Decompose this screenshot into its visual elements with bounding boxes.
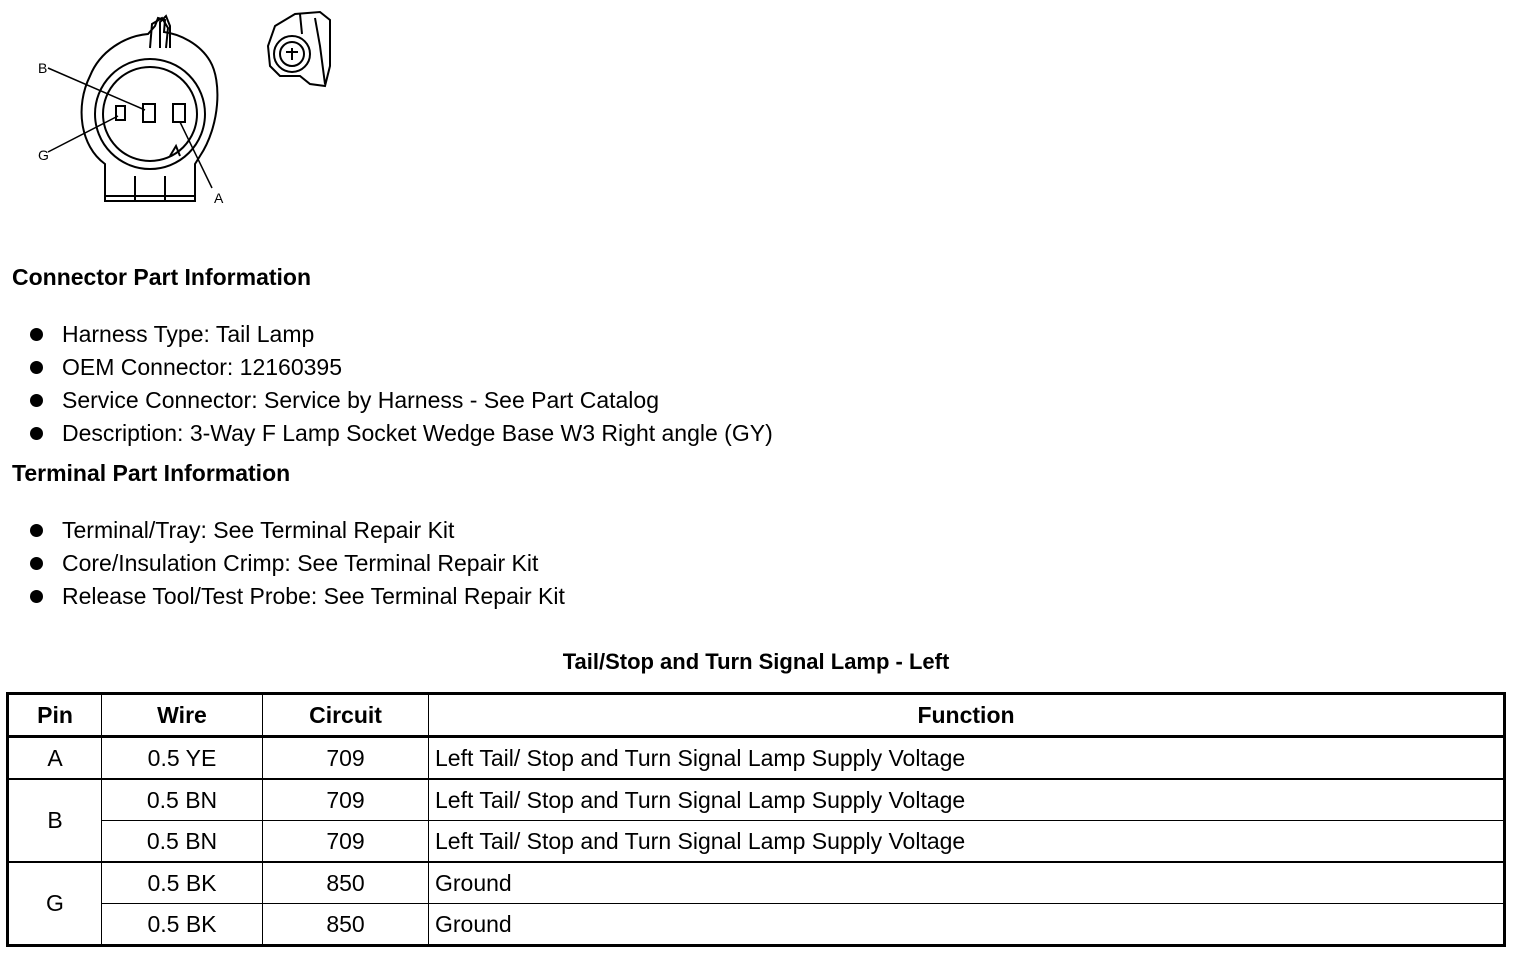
terminal-info-heading: Terminal Part Information	[12, 460, 291, 486]
terminal-g	[116, 106, 125, 120]
cell-function: Ground	[429, 904, 1505, 946]
bullet-icon	[30, 328, 43, 341]
list-item-text: Core/Insulation Crimp: See Terminal Repair Kit	[62, 550, 539, 576]
cell-wire: 0.5 BK	[102, 862, 263, 904]
list-item	[30, 351, 773, 384]
cell-pin: A	[8, 737, 102, 780]
cell-function: Left Tail/ Stop and Turn Signal Lamp Supply Voltage	[429, 737, 1505, 780]
connector-diagram	[30, 6, 350, 216]
cell-wire: 0.5 BN	[102, 821, 263, 863]
cell-pin: B	[8, 779, 102, 862]
bullet-icon	[30, 557, 43, 570]
list-item-text: Release Tool/Test Probe: See Terminal Repair Kit	[62, 583, 565, 609]
table-row	[8, 862, 1505, 904]
list-item	[30, 384, 773, 417]
terminal-b	[143, 104, 155, 122]
cell-circuit: 709	[263, 737, 429, 780]
cell-function: Left Tail/ Stop and Turn Signal Lamp Supply Voltage	[429, 821, 1505, 863]
connector-face-inner	[103, 67, 197, 161]
cell-wire: 0.5 YE	[102, 737, 263, 780]
cell-function: Left Tail/ Stop and Turn Signal Lamp Supply Voltage	[429, 779, 1505, 821]
terminal-a	[173, 104, 185, 122]
connector-info-list	[30, 318, 773, 450]
header-circuit: Circuit	[263, 694, 429, 737]
list-item	[30, 580, 565, 613]
table-row	[8, 737, 1505, 780]
cell-circuit: 709	[263, 779, 429, 821]
connector-face-outer	[95, 59, 205, 169]
list-item-text: Description: 3-Way F Lamp Socket Wedge Base W3 Right angle (GY)	[62, 420, 773, 446]
list-item	[30, 318, 773, 351]
header-pin: Pin	[8, 694, 102, 737]
list-item	[30, 417, 773, 450]
table-row	[8, 821, 1505, 863]
pin-label-b: B	[38, 60, 48, 76]
connector-side-view	[268, 12, 330, 86]
bullet-icon	[30, 394, 43, 407]
cell-function: Ground	[429, 862, 1505, 904]
table-header-row	[8, 694, 1505, 737]
bullet-icon	[30, 427, 43, 440]
pinout-table	[6, 692, 1506, 947]
cell-circuit: 850	[263, 904, 429, 946]
bullet-icon	[30, 361, 43, 374]
header-function: Function	[429, 694, 1505, 737]
connector-info-heading: Connector Part Information	[12, 264, 312, 290]
cell-wire: 0.5 BN	[102, 779, 263, 821]
pin-label-a: A	[214, 190, 224, 206]
header-wire: Wire	[102, 694, 263, 737]
cell-circuit: 709	[263, 821, 429, 863]
cell-circuit: 850	[263, 862, 429, 904]
bullet-icon	[30, 524, 43, 537]
list-item	[30, 514, 565, 547]
list-item	[30, 547, 565, 580]
table-title: Tail/Stop and Turn Signal Lamp - Left	[562, 649, 950, 674]
list-item-text: Terminal/Tray: See Terminal Repair Kit	[62, 517, 455, 543]
list-item-text: Service Connector: Service by Harness - See Part Catalog	[62, 387, 659, 413]
table-row	[8, 779, 1505, 821]
bullet-icon	[30, 590, 43, 603]
list-item-text: OEM Connector: 12160395	[62, 354, 343, 380]
connector-illustration	[30, 6, 350, 216]
list-item-text: Harness Type: Tail Lamp	[62, 321, 315, 347]
pin-label-g: G	[38, 147, 49, 163]
cell-wire: 0.5 BK	[102, 904, 263, 946]
cell-pin: G	[8, 862, 102, 946]
table-row	[8, 904, 1505, 946]
terminal-info-list	[30, 514, 565, 613]
